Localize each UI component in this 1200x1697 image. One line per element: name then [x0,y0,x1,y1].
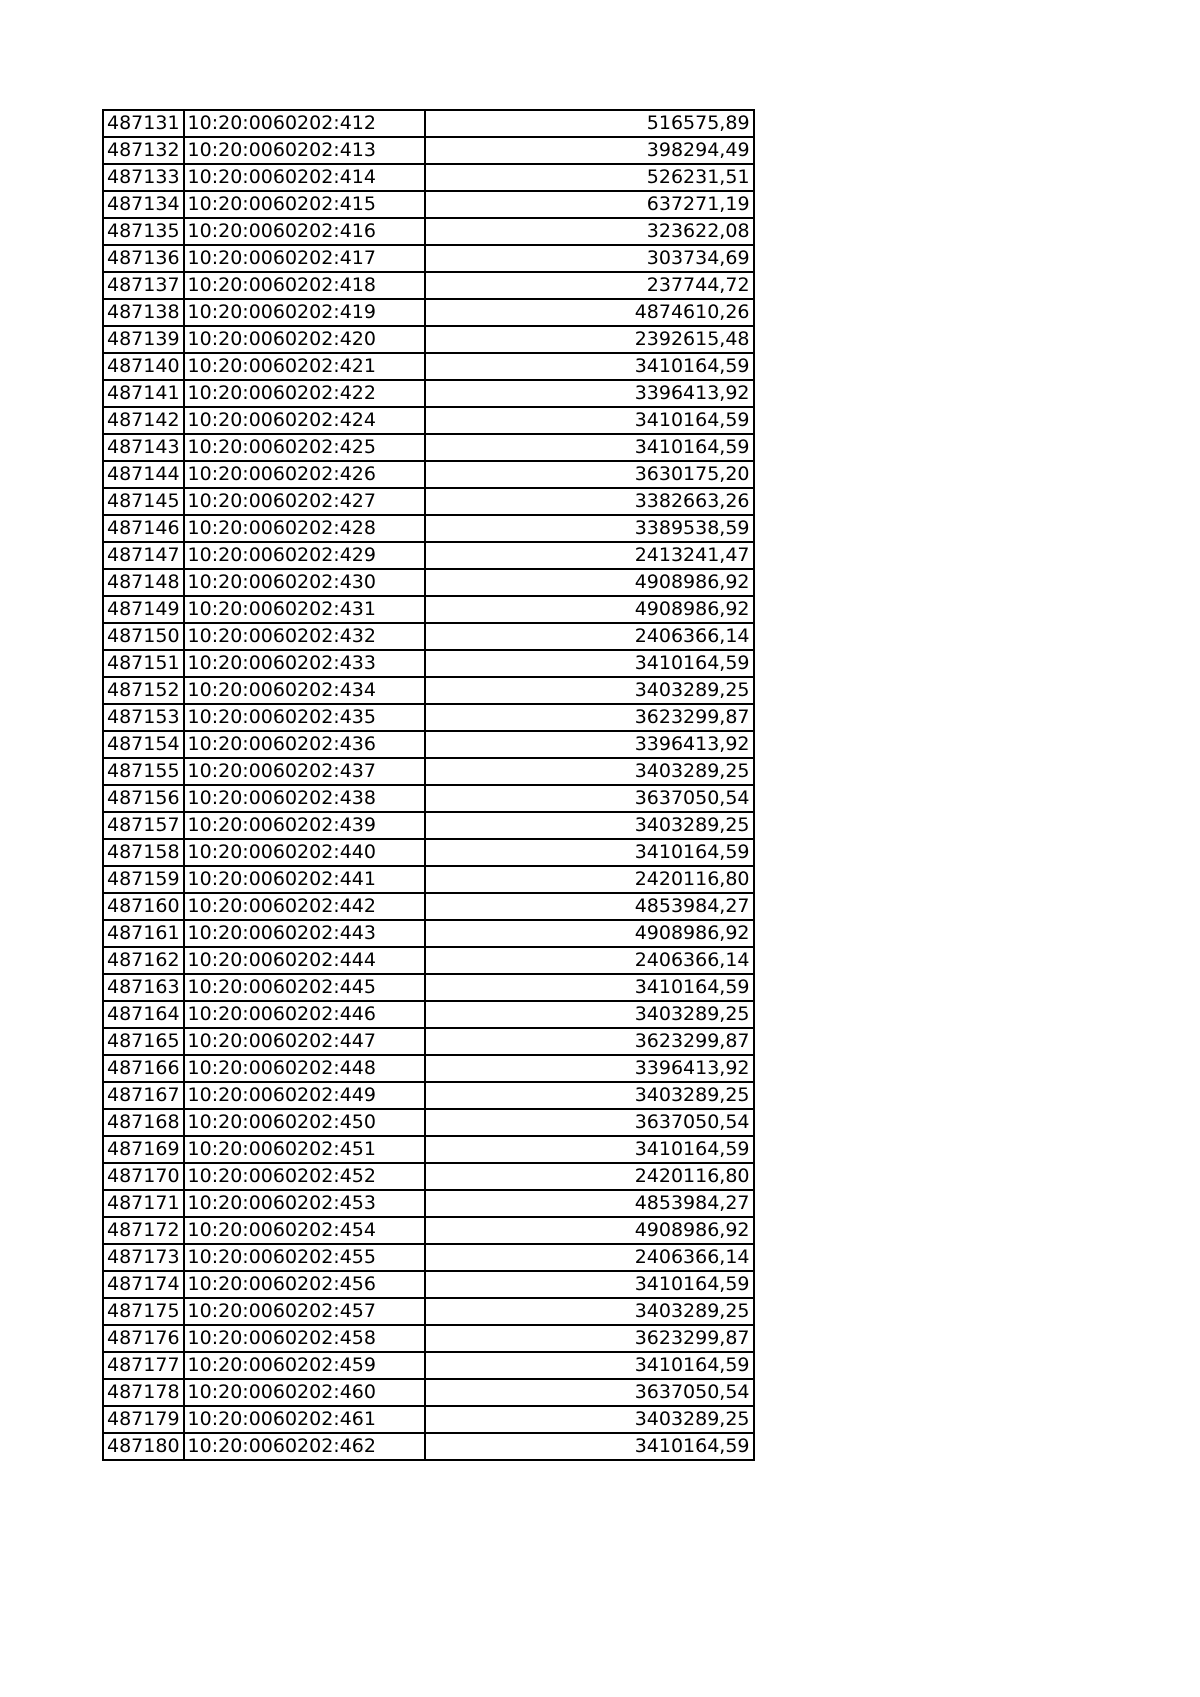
row-number-cell: 487149 [103,596,184,623]
table-row [103,866,754,893]
row-number-cell: 487179 [103,1406,184,1433]
row-number-cell: 487139 [103,326,184,353]
value-cell: 3403289,25 [425,758,754,785]
table-row [103,812,754,839]
cadastral-number-cell: 10:20:0060202:437 [184,758,425,785]
cadastral-number-cell: 10:20:0060202:436 [184,731,425,758]
value-cell: 3637050,54 [425,785,754,812]
table-row [103,893,754,920]
table-row [103,569,754,596]
row-number-cell: 487152 [103,677,184,704]
value-cell: 4874610,26 [425,299,754,326]
cadastral-number-cell: 10:20:0060202:455 [184,1244,425,1271]
table-row [103,947,754,974]
table-row [103,1109,754,1136]
row-number-cell: 487169 [103,1136,184,1163]
row-number-cell: 487170 [103,1163,184,1190]
table-row [103,488,754,515]
cadastral-number-cell: 10:20:0060202:432 [184,623,425,650]
row-number-cell: 487163 [103,974,184,1001]
table-row [103,1055,754,1082]
table-row [103,1163,754,1190]
row-number-cell: 487177 [103,1352,184,1379]
value-cell: 3396413,92 [425,731,754,758]
cadastral-number-cell: 10:20:0060202:412 [184,110,425,137]
cadastral-number-cell: 10:20:0060202:453 [184,1190,425,1217]
row-number-cell: 487140 [103,353,184,380]
cadastral-number-cell: 10:20:0060202:424 [184,407,425,434]
table-row [103,704,754,731]
value-cell: 3623299,87 [425,704,754,731]
row-number-cell: 487136 [103,245,184,272]
cadastral-number-cell: 10:20:0060202:431 [184,596,425,623]
value-cell: 3396413,92 [425,380,754,407]
table-row [103,1001,754,1028]
cadastral-number-cell: 10:20:0060202:417 [184,245,425,272]
data-table [102,109,755,1461]
cadastral-number-cell: 10:20:0060202:440 [184,839,425,866]
value-cell: 3637050,54 [425,1109,754,1136]
row-number-cell: 487146 [103,515,184,542]
value-cell: 4853984,27 [425,893,754,920]
row-number-cell: 487148 [103,569,184,596]
value-cell: 3403289,25 [425,1298,754,1325]
row-number-cell: 487158 [103,839,184,866]
value-cell: 3623299,87 [425,1325,754,1352]
row-number-cell: 487178 [103,1379,184,1406]
row-number-cell: 487141 [103,380,184,407]
value-cell: 516575,89 [425,110,754,137]
row-number-cell: 487173 [103,1244,184,1271]
value-cell: 4853984,27 [425,1190,754,1217]
row-number-cell: 487138 [103,299,184,326]
table-row [103,677,754,704]
cadastral-number-cell: 10:20:0060202:456 [184,1271,425,1298]
value-cell: 526231,51 [425,164,754,191]
cadastral-number-cell: 10:20:0060202:421 [184,353,425,380]
table-row [103,1379,754,1406]
value-cell: 3403289,25 [425,1406,754,1433]
cadastral-number-cell: 10:20:0060202:444 [184,947,425,974]
row-number-cell: 487176 [103,1325,184,1352]
cadastral-number-cell: 10:20:0060202:447 [184,1028,425,1055]
table-row [103,353,754,380]
row-number-cell: 487144 [103,461,184,488]
row-number-cell: 487166 [103,1055,184,1082]
row-number-cell: 487160 [103,893,184,920]
value-cell: 3410164,59 [425,434,754,461]
table-row [103,164,754,191]
value-cell: 2392615,48 [425,326,754,353]
table-row [103,1352,754,1379]
table-row [103,596,754,623]
row-number-cell: 487180 [103,1433,184,1460]
table-row [103,623,754,650]
value-cell: 4908986,92 [425,920,754,947]
value-cell: 4908986,92 [425,596,754,623]
cadastral-number-cell: 10:20:0060202:441 [184,866,425,893]
row-number-cell: 487172 [103,1217,184,1244]
cadastral-number-cell: 10:20:0060202:439 [184,812,425,839]
cadastral-number-cell: 10:20:0060202:418 [184,272,425,299]
table-row [103,650,754,677]
table-row [103,1217,754,1244]
cadastral-number-cell: 10:20:0060202:434 [184,677,425,704]
cadastral-number-cell: 10:20:0060202:462 [184,1433,425,1460]
table-row [103,1190,754,1217]
row-number-cell: 487165 [103,1028,184,1055]
cadastral-number-cell: 10:20:0060202:422 [184,380,425,407]
value-cell: 2406366,14 [425,623,754,650]
cadastral-number-cell: 10:20:0060202:430 [184,569,425,596]
row-number-cell: 487171 [103,1190,184,1217]
table-row [103,1325,754,1352]
cadastral-number-cell: 10:20:0060202:426 [184,461,425,488]
value-cell: 3410164,59 [425,1433,754,1460]
table-row [103,407,754,434]
value-cell: 2420116,80 [425,1163,754,1190]
table-row [103,299,754,326]
cadastral-number-cell: 10:20:0060202:461 [184,1406,425,1433]
cadastral-number-cell: 10:20:0060202:420 [184,326,425,353]
value-cell: 3623299,87 [425,1028,754,1055]
table-row [103,137,754,164]
cadastral-number-cell: 10:20:0060202:435 [184,704,425,731]
table-row [103,191,754,218]
value-cell: 3410164,59 [425,974,754,1001]
cadastral-number-cell: 10:20:0060202:428 [184,515,425,542]
table-row [103,731,754,758]
table-row [103,974,754,1001]
value-cell: 237744,72 [425,272,754,299]
table-row [103,272,754,299]
cadastral-number-cell: 10:20:0060202:413 [184,137,425,164]
row-number-cell: 487167 [103,1082,184,1109]
value-cell: 3637050,54 [425,1379,754,1406]
table-row [103,1028,754,1055]
row-number-cell: 487137 [103,272,184,299]
table-row [103,1082,754,1109]
row-number-cell: 487134 [103,191,184,218]
cadastral-number-cell: 10:20:0060202:458 [184,1325,425,1352]
value-cell: 637271,19 [425,191,754,218]
cadastral-number-cell: 10:20:0060202:450 [184,1109,425,1136]
row-number-cell: 487164 [103,1001,184,1028]
value-cell: 303734,69 [425,245,754,272]
table-row [103,326,754,353]
cadastral-number-cell: 10:20:0060202:459 [184,1352,425,1379]
value-cell: 2406366,14 [425,1244,754,1271]
cadastral-number-cell: 10:20:0060202:438 [184,785,425,812]
table-row [103,380,754,407]
value-cell: 398294,49 [425,137,754,164]
value-cell: 3389538,59 [425,515,754,542]
value-cell: 3403289,25 [425,677,754,704]
value-cell: 3410164,59 [425,1271,754,1298]
row-number-cell: 487131 [103,110,184,137]
table-row [103,1298,754,1325]
cadastral-number-cell: 10:20:0060202:457 [184,1298,425,1325]
cadastral-number-cell: 10:20:0060202:442 [184,893,425,920]
table-row [103,461,754,488]
row-number-cell: 487132 [103,137,184,164]
value-cell: 3410164,59 [425,1352,754,1379]
row-number-cell: 487135 [103,218,184,245]
value-cell: 3410164,59 [425,839,754,866]
value-cell: 2413241,47 [425,542,754,569]
row-number-cell: 487151 [103,650,184,677]
value-cell: 2406366,14 [425,947,754,974]
value-cell: 3410164,59 [425,650,754,677]
row-number-cell: 487150 [103,623,184,650]
row-number-cell: 487174 [103,1271,184,1298]
row-number-cell: 487143 [103,434,184,461]
cadastral-number-cell: 10:20:0060202:429 [184,542,425,569]
table-row [103,110,754,137]
table-row [103,1136,754,1163]
row-number-cell: 487154 [103,731,184,758]
cadastral-number-cell: 10:20:0060202:443 [184,920,425,947]
value-cell: 3410164,59 [425,1136,754,1163]
value-cell: 3410164,59 [425,407,754,434]
cadastral-number-cell: 10:20:0060202:433 [184,650,425,677]
value-cell: 3382663,26 [425,488,754,515]
table-row [103,920,754,947]
cadastral-number-cell: 10:20:0060202:449 [184,1082,425,1109]
cadastral-number-cell: 10:20:0060202:419 [184,299,425,326]
value-cell: 3403289,25 [425,1001,754,1028]
cadastral-number-cell: 10:20:0060202:445 [184,974,425,1001]
table-row [103,785,754,812]
cadastral-number-cell: 10:20:0060202:414 [184,164,425,191]
cadastral-number-cell: 10:20:0060202:446 [184,1001,425,1028]
cadastral-number-cell: 10:20:0060202:416 [184,218,425,245]
row-number-cell: 487142 [103,407,184,434]
table-row [103,542,754,569]
table-row [103,218,754,245]
table-row [103,758,754,785]
table-row [103,1244,754,1271]
value-cell: 3630175,20 [425,461,754,488]
row-number-cell: 487157 [103,812,184,839]
cadastral-number-cell: 10:20:0060202:427 [184,488,425,515]
row-number-cell: 487159 [103,866,184,893]
row-number-cell: 487145 [103,488,184,515]
row-number-cell: 487147 [103,542,184,569]
table-row [103,1271,754,1298]
row-number-cell: 487133 [103,164,184,191]
cadastral-number-cell: 10:20:0060202:448 [184,1055,425,1082]
cadastral-number-cell: 10:20:0060202:425 [184,434,425,461]
row-number-cell: 487168 [103,1109,184,1136]
row-number-cell: 487161 [103,920,184,947]
cadastral-number-cell: 10:20:0060202:460 [184,1379,425,1406]
cadastral-number-cell: 10:20:0060202:454 [184,1217,425,1244]
cadastral-number-cell: 10:20:0060202:452 [184,1163,425,1190]
table-row [103,245,754,272]
row-number-cell: 487156 [103,785,184,812]
value-cell: 3403289,25 [425,812,754,839]
table-row [103,839,754,866]
value-cell: 323622,08 [425,218,754,245]
row-number-cell: 487153 [103,704,184,731]
cadastral-number-cell: 10:20:0060202:451 [184,1136,425,1163]
table-row [103,434,754,461]
table-row [103,1433,754,1460]
row-number-cell: 487175 [103,1298,184,1325]
cadastral-number-cell: 10:20:0060202:415 [184,191,425,218]
value-cell: 4908986,92 [425,569,754,596]
value-cell: 3410164,59 [425,353,754,380]
row-number-cell: 487155 [103,758,184,785]
value-cell: 2420116,80 [425,866,754,893]
row-number-cell: 487162 [103,947,184,974]
value-cell: 3396413,92 [425,1055,754,1082]
value-cell: 4908986,92 [425,1217,754,1244]
value-cell: 3403289,25 [425,1082,754,1109]
table-row [103,1406,754,1433]
table-body [103,110,754,1460]
table-row [103,515,754,542]
